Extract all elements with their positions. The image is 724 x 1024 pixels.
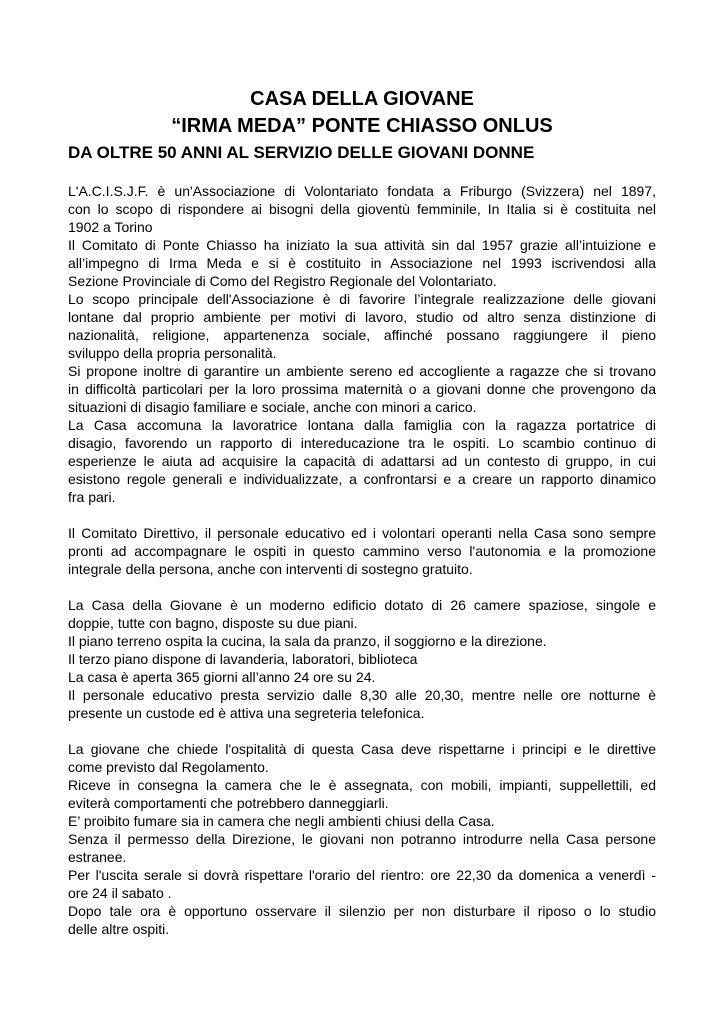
text-line: eviterà comportamenti che potrebbero danneggiarli. <box>68 795 389 811</box>
text-line: Lo scopo principale dell'Associazione è di favorire l’integrale realizzazione delle giovani <box>68 291 656 307</box>
text-line: doppie, tutte con bagno, disposte su due piani. <box>68 615 358 631</box>
text-line: nazionalità, religione, appartenenza sociale, affinché possano raggiungere il pieno <box>68 327 656 343</box>
paragraph <box>68 650 656 668</box>
text-line: fra pari. <box>68 489 116 505</box>
document-page <box>68 86 656 938</box>
text-line: come previsto dal Regolamento. <box>68 759 269 775</box>
text-line: 1902 a Torino <box>68 219 153 235</box>
text-line: Il terzo piano dispone di lavanderia, laboratori, biblioteca <box>68 651 418 667</box>
text-line: estranee. <box>68 849 127 865</box>
text-line: La Casa della Giovane è un moderno edificio dotato di 26 camere spaziose, singole e <box>68 597 656 613</box>
paragraph <box>68 686 656 722</box>
paragraph <box>68 830 656 866</box>
text-line: Dopo tale ora è opportuno osservare il silenzio per non disturbare il riposo o lo studio <box>68 903 656 919</box>
text-line: disagio, favorendo un rapporto di intereducazione tra le ospiti. Lo scambio continuo di <box>68 435 656 451</box>
text-line: Si propone inoltre di garantire un ambiente sereno ed accogliente a ragazze che si trovano <box>68 363 656 379</box>
text-line: lontane dal proprio ambiente per motivi di lavoro, studio od altro senza distinzione di <box>68 309 656 325</box>
paragraph <box>68 524 656 578</box>
text-line: con lo scopo di rispondere ai bisogni della gioventù femminile, In Italia si è costituita nel <box>68 201 656 217</box>
paragraph <box>68 182 656 236</box>
text-line: Senza il permesso della Direzione, le giovani non potranno introdurre nella Casa persone <box>68 831 656 847</box>
paragraph <box>68 416 656 506</box>
text-line: La casa è aperta 365 giorni all’anno 24 ore su 24. <box>68 669 376 685</box>
text-line: E’ proibito fumare sia in camera che negli ambienti chiusi della Casa. <box>68 813 495 829</box>
text-line: Il Comitato Direttivo, il personale educativo ed i volontari operanti nella Casa sono sempre <box>68 525 656 541</box>
paragraph <box>68 290 656 362</box>
paragraph <box>68 236 656 290</box>
text-line: Per l'uscita serale si dovrà rispettare l'orario del rientro: ore 22,30 da domenica a venerdì - <box>68 867 656 883</box>
paragraph <box>68 812 656 830</box>
text-line: all’impegno di Irma Meda e si è costituito in Associazione nel 1993 iscrivendosi alla <box>68 255 656 271</box>
text-line: La giovane che chiede l'ospitalità di questa Casa deve rispettarne i principi e le direttive <box>68 741 656 757</box>
text-line: La Casa accomuna la lavoratrice lontana dalla famiglia con la ragazza portatrice di <box>68 417 656 433</box>
subtitle: DA OLTRE 50 ANNI AL SERVIZIO DELLE GIOVANI DONNE <box>68 143 535 162</box>
paragraph <box>68 776 656 812</box>
text-line: integrale della persona, anche con interventi di sostegno gratuito. <box>68 561 473 577</box>
paragraph <box>68 740 656 776</box>
paragraph-spacer <box>68 506 656 524</box>
text-line: L'A.C.I.S.J.F. è un'Associazione di Volontariato fondata a Friburgo (Svizzera) nel 1897, <box>68 183 656 199</box>
paragraph <box>68 596 656 632</box>
text-line: esistono regole generali e individualizzate, a confrontarsi e a creare un rapporto dinamico <box>68 471 656 487</box>
paragraph <box>68 632 656 650</box>
paragraph-spacer <box>68 722 656 740</box>
title-line-1: CASA DELLA GIOVANE <box>250 88 474 110</box>
text-line: delle altre ospiti. <box>68 921 170 937</box>
text-line: esperienze le aiuta ad acquisire la capacità di adattarsi ad un contesto di gruppo, in cui <box>68 453 656 469</box>
document-body <box>68 182 656 938</box>
text-line: presente un custode ed è attiva una segreteria telefonica. <box>68 705 425 721</box>
text-line: Sezione Provinciale di Como del Registro Regionale del Volontariato. <box>68 273 497 289</box>
text-line: Riceve in consegna la camera che le è assegnata, con mobili, impianti, suppellettili, ed <box>68 777 656 793</box>
text-line: Il Comitato di Ponte Chiasso ha iniziato la sua attività sin dal 1957 grazie all’intuizione e <box>68 237 656 253</box>
text-line: ore 24 il sabato . <box>68 885 172 901</box>
paragraph <box>68 902 656 938</box>
text-line: situazioni di disagio familiare e sociale, anche con minori a carico. <box>68 399 477 415</box>
paragraph <box>68 362 656 416</box>
paragraph <box>68 668 656 686</box>
title-line-2: “IRMA MEDA” PONTE CHIASSO ONLUS <box>171 115 553 137</box>
text-line: in difficoltà particolari per la loro prossima maternità o a giovani donne che provengono da <box>68 381 656 397</box>
paragraph <box>68 866 656 902</box>
text-line: pronti ad accompagnare le ospiti in questo cammino verso l'autonomia e la promozione <box>68 543 656 559</box>
text-line: Il piano terreno ospita la cucina, la sala da pranzo, il soggiorno e la direzione. <box>68 633 547 649</box>
text-line: sviluppo della propria personalità. <box>68 345 277 361</box>
text-line: Il personale educativo presta servizio dalle 8,30 alle 20,30, mentre nelle ore notturne è <box>68 687 656 703</box>
paragraph-spacer <box>68 578 656 596</box>
